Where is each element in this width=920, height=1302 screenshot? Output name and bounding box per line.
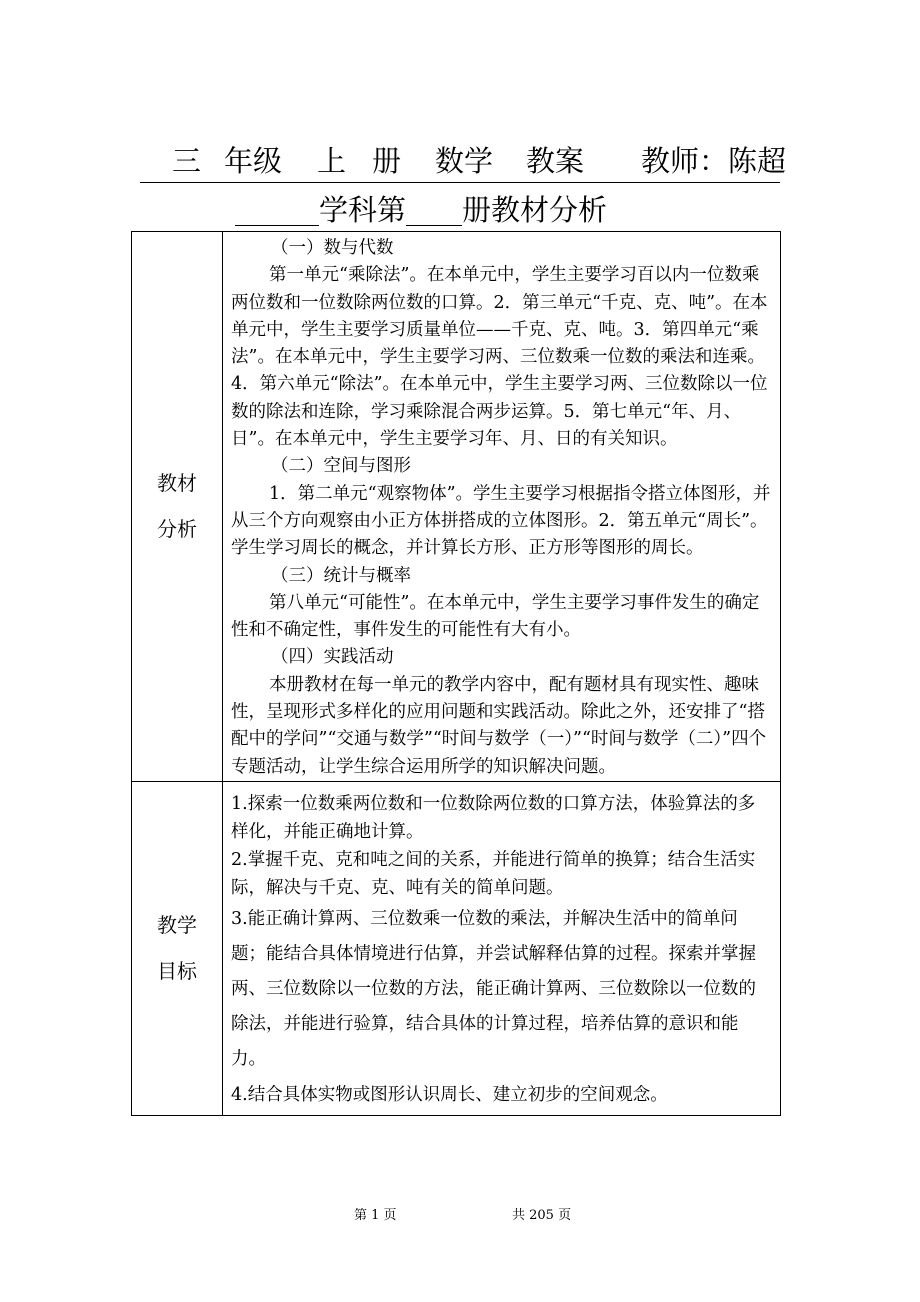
section-heading: （四）实践活动 bbox=[271, 647, 394, 668]
goal-item: 4.结合具体实物或图形认识周长、建立初步的空间观念。 bbox=[231, 1084, 668, 1105]
analysis-label-line2: 分析 bbox=[157, 517, 197, 542]
section-heading: （三）统计与概率 bbox=[271, 565, 411, 586]
header-grade: 三 bbox=[172, 144, 202, 178]
goals-row bbox=[132, 781, 781, 1115]
header-volume-suffix: 册 bbox=[372, 144, 402, 178]
goals-label-line1: 教学 bbox=[157, 913, 197, 938]
goals-content-cell bbox=[223, 781, 781, 1115]
analysis-row bbox=[132, 232, 781, 782]
analysis-label-cell bbox=[132, 232, 223, 782]
header-teacher: 教师：陈超 bbox=[641, 144, 787, 178]
page-subtitle bbox=[235, 190, 607, 230]
page-total: 共 205 页 bbox=[512, 1208, 572, 1223]
section-heading: （一）数与代数 bbox=[271, 238, 394, 258]
volume-blank bbox=[406, 193, 462, 226]
goals-label-cell bbox=[132, 781, 223, 1115]
header-volume: 上 bbox=[317, 144, 347, 178]
analysis-content-cell bbox=[223, 232, 781, 782]
lesson-plan-table bbox=[131, 231, 781, 1116]
section-paragraph: 本册教材在每一单元的教学内容中，配有题材具有现实性、趣味性，呈现形式多样化的应用问题和实践活动。除此之外，还安排了“搭配中的学问”“交通与数学”“时间与数学（一）”“时间与数学（二）”四个专题活动，让学生综合运用所学的知识解决问题。 bbox=[231, 674, 767, 777]
goals-label-line2: 目标 bbox=[157, 959, 197, 984]
goal-item: 2.掌握千克、克和吨之间的关系，并能进行简单的换算；结合生活实际，解决与千克、克、吨有关的简单问题。 bbox=[231, 849, 756, 898]
page-number: 第 1 页 bbox=[354, 1208, 397, 1223]
header-grade-suffix: 年级 bbox=[224, 144, 283, 178]
goal-item: 1.探索一位数乘两位数和一位数除两位数的口算方法，体验算法的多样化，并能正确地计算。 bbox=[231, 793, 756, 842]
subject-blank bbox=[235, 193, 319, 226]
header-doc-type: 教案 bbox=[526, 144, 585, 178]
section-heading: （二）空间与图形 bbox=[271, 456, 411, 477]
section-paragraph: 第一单元“乘除法”。在本单元中，学生主要学习百以内一位数乘两位数和一位数除两位数的口算。2．第三单元“千克、克、吨”。在本单元中，学生主要学习质量单位——千克、克、吨。3．第四单元“乘法”。在本单元中，学生主要学习两、三位数乘一位数的乘法和连乘。4．第六单元“除法”。在本单元中，学生主要学习两、三位数除以一位数的除法和连除，学习乘除混合两步运算。5．第七单元“年、月、日”。在本单元中，学生主要学习年、月、日的有关知识。 bbox=[231, 265, 768, 450]
document-header bbox=[140, 140, 787, 183]
subtitle-part2: 册教材分析 bbox=[462, 193, 608, 227]
subtitle-part1: 学科第 bbox=[319, 193, 407, 227]
section-paragraph: 1．第二单元“观察物体”。学生主要学习根据指令搭立体图形，并从三个方向观察由小正方体拼搭成的立体图形。2．第五单元“周长”。学生学习周长的概念，并计算长方形、正方形等图形的周长。 bbox=[231, 483, 771, 559]
goal-item: 3.能正确计算两、三位数乘一位数的乘法，并解决生活中的简单问题；能结合具体情境进行估算，并尝试解释估算的过程。探索并掌握两、三位数除以一位数的方法，能正确计算两、三位数除以一位数的除法，并能进行验算，结合具体的计算过程，培养估算的意识和能力。 bbox=[231, 908, 756, 1069]
section-paragraph: 第八单元“可能性”。在本单元中，学生主要学习事件发生的确定性和不确定性，事件发生的可能性有大有小。 bbox=[231, 592, 760, 641]
analysis-label-line1: 教材 bbox=[157, 471, 197, 496]
header-subject: 数学 bbox=[435, 144, 494, 178]
